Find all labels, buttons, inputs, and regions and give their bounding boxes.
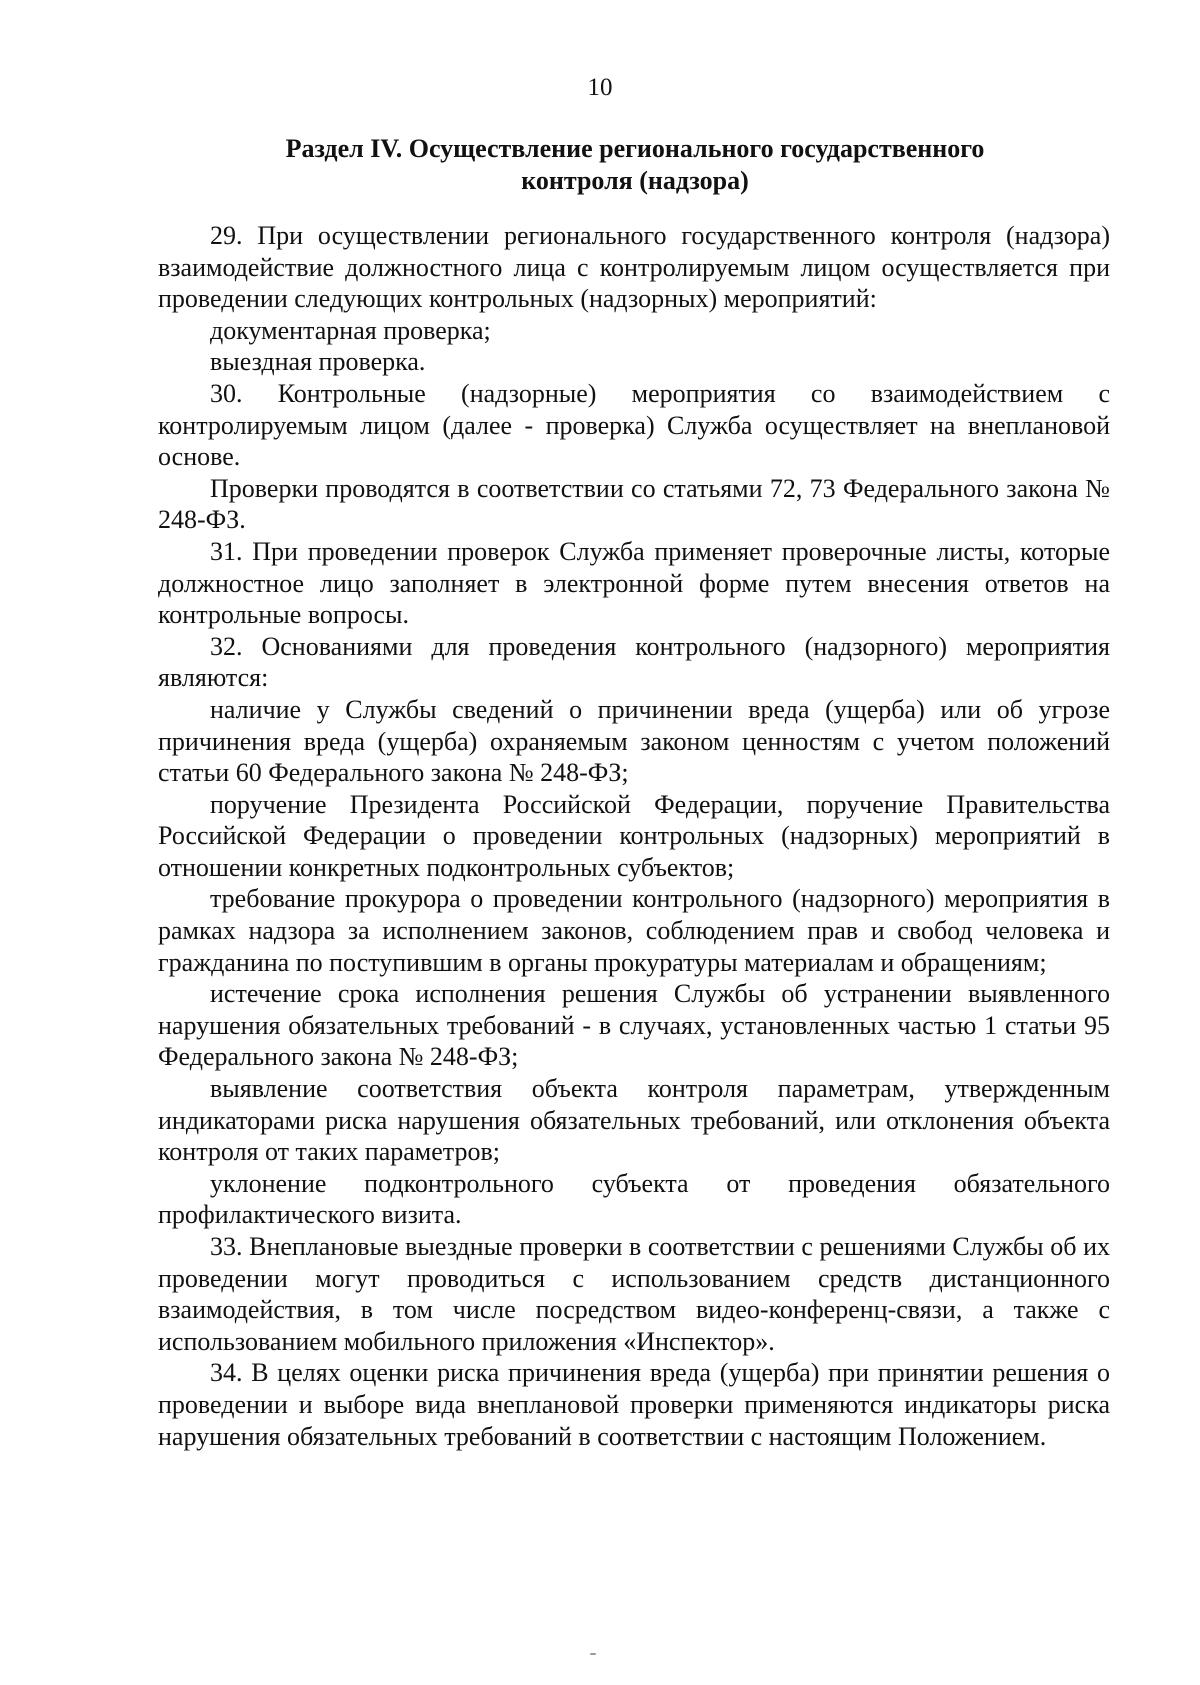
section-heading-line-1: Раздел IV. Осуществление регионального государственного [285,134,985,163]
paragraph-33: 33. Внеплановые выездные проверки в соответствии с решениями Службы об их проведении могут проводиться с использованием средств дистанционного взаимодействия, в том числе посредством видео-конференц-связи, а также с использованием мобильного приложения «Инспектор». [158,1232,1110,1356]
paragraph-30: 30. Контрольные (надзорные) мероприятия со взаимодействием с контролируемым лицом (далее - проверка) Служба осуществляет на внеплановой основе. [158,378,1110,472]
list-item-harm-info: наличие у Службы сведений о причинении вреда (ущерба) или об угрозе причинения вреда (ущерба) охраняемым законом ценностям с учетом положений статьи 60 Федерального закона № 248-ФЗ; [158,694,1110,788]
document-body [158,220,1110,1452]
section-heading-line-2: контроля (надзора) [521,166,749,195]
paragraph-34: 34. В целях оценки риска причинения вреда (ущерба) при принятии решения о проведении и выборе вида внеплановой проверки применяются индикаторы риска нарушения обязательных требований в соответствии с настоящим Положением. [158,1358,1110,1451]
scan-speck [590,1653,596,1655]
list-item-field-check: выездная проверка. [210,347,426,377]
list-item-president-order: поручение Президента Российской Федерации, поручение Правительства Российской Федерации о проведении контрольных (надзорных) мероприятий в отношении конкретных подконтрольных субъектов; [158,789,1110,882]
paragraph-31: 31. При проведении проверок Служба применяет проверочные листы, которые должностное лицо заполняет в электронной форме путем внесения ответов на контрольные вопросы. [158,536,1110,630]
list-item-risk-indicators: выявление соответствия объекта контроля параметрам, утвержденным индикаторами риска нарушения обязательных требований, или отклонения объекта контроля от таких параметров; [158,1074,1110,1167]
section-heading [160,133,1110,197]
list-item-prosecutor-demand: требование прокурора о проведении контрольного (надзорного) мероприятия в рамках надзора за исполнением законов, соблюдением прав и свобод человека и гражданина по поступившим в органы прокуратуры материалам и обращениям; [158,884,1110,977]
page-number: 10 [587,74,613,101]
list-item-visit-evasion: уклонение подконтрольного субъекта от проведения обязательного профилактического визита. [158,1168,1110,1230]
paragraph-29: 29. При осуществлении регионального государственного контроля (надзора) взаимодействие должностного лица с контролируемым лицом осуществляется при проведении следующих контрольных (надзорных) мероприятий: [158,221,1110,314]
list-item-deadline-expiry: истечение срока исполнения решения Службы об устранении выявленного нарушения обязательных требований - в случаях, установленных частью 1 статьи 95 Федерального закона № 248-ФЗ; [158,979,1110,1072]
paragraph-checks-law: Проверки проводятся в соответствии со статьями 72, 73 Федерального закона № 248-ФЗ. [158,473,1110,535]
list-item-documentary-check: документарная проверка; [210,315,491,345]
paragraph-32: 32. Основаниями для проведения контрольного (надзорного) мероприятия являются: [158,631,1110,693]
